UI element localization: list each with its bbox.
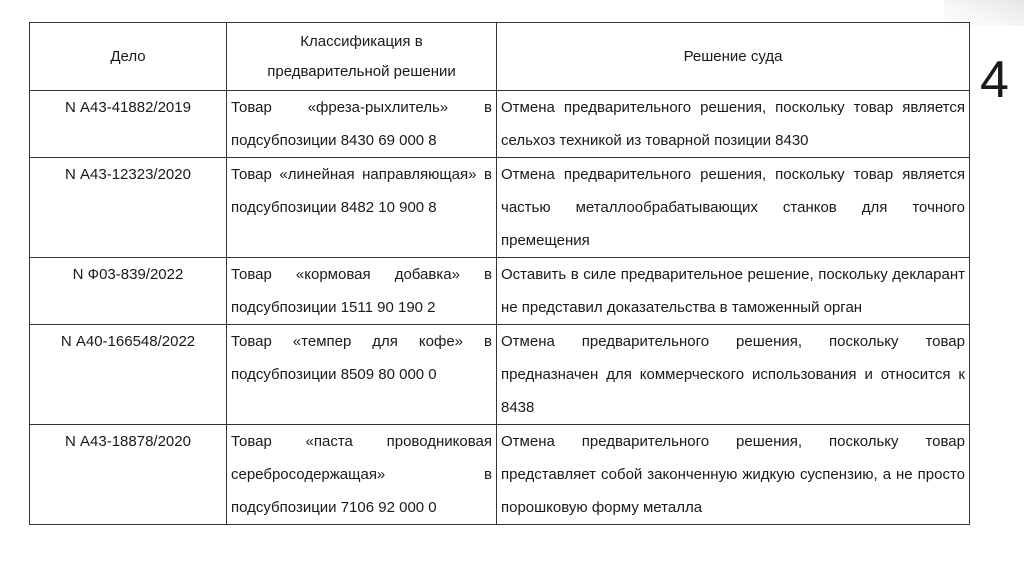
header-classification — [227, 23, 497, 91]
table-header-row — [30, 23, 970, 91]
case-number: N А43-41882/2019 — [30, 91, 227, 158]
decision-cell: Отмена предварительного решения, поскольку товар является частью металлообрабатывающих станков для точного премещения — [497, 158, 970, 258]
page-number: 4 — [980, 51, 1009, 109]
case-number: N Ф03-839/2022 — [30, 258, 227, 325]
decision-cell: Оставить в силе предварительное решение, поскольку декларант не представил доказательства в таможенный орган — [497, 258, 970, 325]
table-row — [30, 325, 970, 425]
decision-cell: Отмена предварительного решения, поскольку товар является сельхоз техникой из товарной позиции 8430 — [497, 91, 970, 158]
table-row — [30, 258, 970, 325]
table-row — [30, 158, 970, 258]
case-number: N А43-12323/2020 — [30, 158, 227, 258]
header-decision: Решение суда — [497, 23, 970, 91]
case-number: N А40-166548/2022 — [30, 325, 227, 425]
header-classification-line2: предварительной решении — [267, 62, 456, 80]
decision-cell: Отмена предварительного решения, поскольку товар предназначен для коммерческого использования и относится к 8438 — [497, 325, 970, 425]
court-cases-table — [29, 22, 970, 525]
classification-cell: Товар «линейная направляющая» в подсубпозиции 8482 10 900 8 — [227, 158, 497, 258]
table-row — [30, 425, 970, 525]
classification-cell: Товар «паста проводниковая серебросодержащая» в подсубпозиции 7106 92 000 0 — [227, 425, 497, 525]
classification-cell: Товар «темпер для кофе» в подсубпозиции 8509 80 000 0 — [227, 325, 497, 425]
case-number: N А43-18878/2020 — [30, 425, 227, 525]
table-row — [30, 91, 970, 158]
header-classification-line1: Классификация в — [300, 32, 423, 50]
classification-cell: Товар «кормовая добавка» в подсубпозиции 1511 90 190 2 — [227, 258, 497, 325]
decision-cell: Отмена предварительного решения, поскольку товар представляет собой законченную жидкую суспензию, а не просто порошковую форму металла — [497, 425, 970, 525]
header-case: Дело — [30, 23, 227, 91]
classification-cell: Товар «фреза-рыхлитель» в подсубпозиции 8430 69 000 8 — [227, 91, 497, 158]
